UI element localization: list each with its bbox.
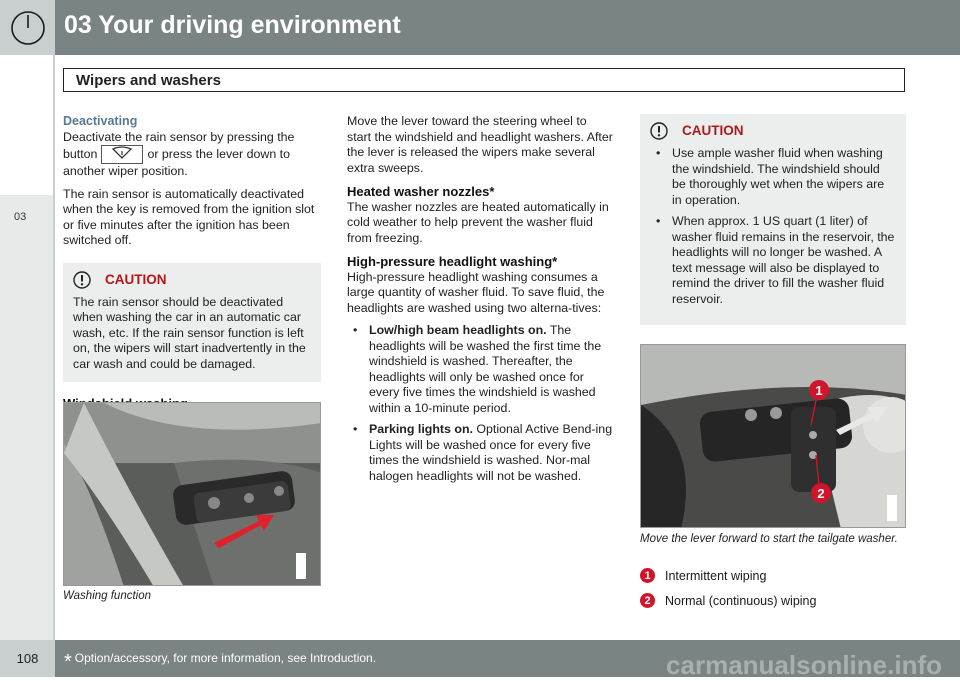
caution-title: CAUTION [682,123,744,139]
legend-item-2 [640,593,906,608]
column-1 [63,114,321,412]
number-badge: 2 [640,593,655,608]
caution-box-washer-fluid [640,114,906,325]
rain-sensor-button [101,145,143,164]
deactivate-paragraph [63,130,321,180]
bullet-bold: Low/high beam headlights on. [369,323,547,337]
callout-2-label: 2 [817,486,825,501]
rain-sensor-icon [111,146,133,160]
caution-title: CAUTION [105,271,167,287]
headlight-washing-paragraph: High-pressure headlight washing consumes a large quantity of washer fluid. To save fluid, the headlights are washed using two alterna-tives: [347,269,605,315]
column-2 [347,114,613,490]
gauge-icon [9,9,47,47]
bullet-bold: Parking lights on. [369,422,473,436]
section-title-box [63,68,905,92]
footer-note-text: Option/accessory, for more information, see Introduction. [74,651,377,665]
list-item: • When approx. 1 US quart (1 liter) of washer fluid remains in the reservoir, the headlights will no longer be washed. A text message will also be displayed to remind the driver to fill the washer fluid reservoir. [650,214,896,307]
caution-box-rain-sensor [63,263,321,383]
section-bar [55,55,960,98]
deactivating-heading: Deactivating [63,114,138,128]
heated-nozzles-heading: Heated washer nozzles* [347,184,495,199]
wiper-lever-illustration [64,403,321,586]
caution-list [650,146,896,307]
tailgate-legend [640,562,906,608]
page-number: 108 [0,640,55,677]
auto-deactivate-paragraph: The rain sensor is automatically deactivated when the key is removed from the ignition slot or five minutes after the ignition has been switched off. [63,186,315,247]
number-badge: 1 [640,568,655,583]
caution-text: The rain sensor should be deactivated when washing the car in an automatic car wash, etc. If the rain sensor function is left on, the wipers will start inadvertently in the car wash and could be damaged. [73,294,306,371]
chapter-title: 03 Your driving environment [64,11,401,39]
sidebar-top [0,55,55,195]
tailgate-lever-illustration [641,345,906,528]
washing-function-photo [63,402,321,586]
callout-1-label: 1 [815,383,823,398]
header-icon-box [0,0,55,55]
chapter-sidebar [0,55,55,640]
legend-item-1 [640,568,906,583]
headlight-washing-heading: High-pressure headlight washing* [347,254,558,269]
watermark: carmanualsonline.info [666,650,942,680]
section-title: Wipers and washers [76,72,221,89]
list-item [347,422,613,484]
tailgate-caption: Move the lever forward to start the tailgate washer. [640,533,898,545]
legend-label: Normal (continuous) wiping [665,593,817,608]
heated-nozzles-paragraph: The washer nozzles are heated automatically in cold weather to help prevent the washer fluid from freezing. [347,199,609,245]
list-item: • Use ample washer fluid when washing the windshield. The windshield should be thoroughly wet when the wipers are in operation. [650,146,896,208]
tailgate-wiper-photo [640,344,906,528]
page-header [0,0,960,55]
caution-header [650,122,896,140]
lever-paragraph: Move the lever toward the steering wheel to start the windshield and headlight washers. After the lever is released the wipers make several extra sweeps. [347,114,613,175]
headlight-washing-list [347,323,613,484]
warning-icon [650,122,668,140]
warning-icon [73,271,91,289]
column-3 [640,114,906,361]
legend-label: Intermittent wiping [665,568,767,583]
sidebar-divider [53,55,55,640]
footer-note [64,651,376,674]
caution-header [73,271,311,289]
footer-asterisk: * [64,651,72,673]
bullet-text: Optional Active Bend-ing Lights will be washed once for every five times the windshield is washed. Nor-mal halogen headlights will not be washed. [369,422,613,483]
washing-function-caption: Washing function [63,590,152,602]
deactivate-text-a: Deactivate the rain sensor by pressing the button [63,129,295,161]
deactivate-text-b: or press the lever down to another wiper position. [63,146,291,178]
bullet-text: The headlights will be washed the first time the windshield is washed. Thereafter, the headlights will only be washed once for every five times the windshield is washed within a 10-minute period. [369,323,602,415]
sidebar-chapter-number: 03 [14,211,27,223]
list-item [347,323,613,416]
